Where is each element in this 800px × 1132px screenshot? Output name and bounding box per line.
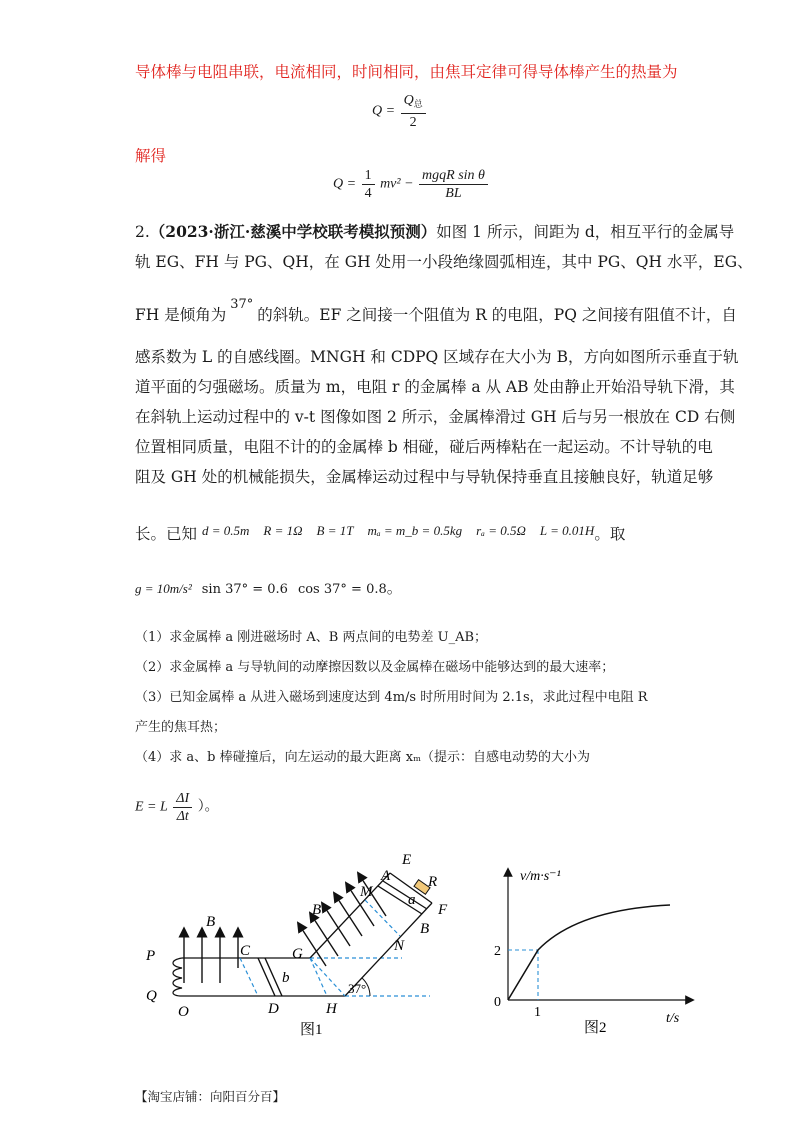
question-3a: （3）已知金属棒 a 从进入磁场到速度达到 4m/s 时所用时间为 2.1s，求此过程中电阻 R [135,690,648,705]
origin-label: 0 [494,995,501,1010]
label-B-left: B [206,914,216,930]
hint-num: ΔI [173,790,192,808]
eq1-lhs: Q = [372,103,396,119]
y-axis-label: v/m·s⁻¹ [520,869,561,884]
problem-line-8: 阻及 GH 处的机械能损失，金属棒运动过程中与导轨保持垂直且接触良好，轨道足够 [135,468,714,486]
label-C: C [240,943,251,959]
line10-end: 。 [386,579,403,597]
line9-end: 。取 [594,525,626,543]
figure1-caption: 图1 [300,1022,323,1038]
problem-line-1 [135,222,735,242]
problem-line1-rest: 如图 1 所示，间距为 d，相互平行的金属导 [436,223,735,241]
line9-start: 长。已知 [135,525,198,543]
figure-1 [140,848,450,1038]
angle-value: 37° [230,297,254,312]
label-R: R [428,874,438,890]
question-4: （4）求 a、b 棒碰撞后，向左运动的最大距离 xₘ（提示：自感电动势的大小为 [135,750,591,765]
label-O: O [178,1004,189,1020]
label-A: A [381,868,391,884]
label-P: P [146,948,156,964]
problem-line-5: 道平面的匀强磁场。质量为 m，电阻 r 的金属棒 a 从 AB 处由静止开始沿导轨下滑，其 [135,378,735,396]
eq2-mid: mv² − [380,176,414,192]
solution-line-1: 导体棒与电阻串联，电流相同，时间相同，由焦耳定律可得导体棒产生的热量为 [135,63,678,81]
label-N: N [394,938,405,954]
given-r: rₐ = 0.5Ω [476,523,526,538]
eq2-lhs: Q = [333,176,357,192]
eq1-num: Q [403,93,414,108]
label-Q: Q [146,988,157,1004]
coil-inductor [173,958,182,996]
given-d: d = 0.5m [201,523,250,538]
given-m: mₐ = m_b = 0.5kg [367,523,463,538]
solve-label: 解得 [135,147,167,165]
label-b: b [282,970,290,986]
question-2: （2）求金属棒 a 与导轨间的动摩擦因数以及金属棒在磁场中能够达到的最大速率； [135,660,615,675]
hint-lhs: E = L [135,799,168,815]
eq2-num: mgqR sin θ [419,167,488,185]
problem-line-6: 在斜轨上运动过程中的 v-t 图像如图 2 所示，金属棒滑过 GH 后与另一根放在 CD 右侧 [135,408,736,426]
given-L: L = 0.01H [539,523,595,538]
label-B-right: B [420,921,430,937]
line3a: FH 是倾角为 [135,306,227,324]
given-g: g = 10m/s² [135,581,192,596]
problem-line-7: 位置相同质量，电阻不计的的金属棒 b 相碰，碰后两棒粘在一起运动。不计导轨的电 [135,438,713,456]
label-H: H [326,1001,337,1017]
question-1: （1）求金属棒 a 刚进磁场时 A、B 两点间的电势差 U_AB； [135,630,488,645]
rod-b [258,958,275,996]
label-angle: 37° [348,981,367,996]
given-cos: cos 37° = 0.8 [297,582,387,597]
equation-1 [372,92,428,131]
problem-line-9 [135,524,680,545]
label-G: G [292,946,303,962]
problem-line-2: 轨 EG、FH 与 PG、QH，在 GH 处用一小段绝缘圆弧相连，其中 PG、QH 水平，EG、 [135,253,753,271]
equation-2 [333,167,490,202]
problem-source: （2023·浙江·慈溪中学校联考模拟预测） [149,222,437,241]
label-a: a [408,892,416,908]
eq2-frac-den: 4 [364,186,372,201]
x-axis-label: t/s [666,1011,680,1026]
label-B-mid: B [312,902,322,918]
hint-den: Δt [176,809,189,824]
label-M: M [360,884,373,900]
problem-number: 2. [135,223,150,241]
eq2-den: BL [445,186,462,201]
eq1-den: 2 [409,115,417,130]
problem-line-10 [135,578,680,600]
given-sin: sin 37° = 0.6 [201,582,288,597]
label-E: E [402,852,412,868]
problem-line-4: 感系数为 L 的自感线圈。MNGH 和 CDPQ 区域存在大小为 B，方向如图所示垂直于轨 [135,348,739,366]
vt-curve [508,905,670,1000]
hint-end: ）。 [197,798,219,815]
footer-shop-name: 【淘宝店铺：向阳百分百】 [135,1089,286,1104]
field-arrows-incline [300,876,386,966]
line3b: 的斜轨。EF 之间接一个阻值为 R 的电阻，PQ 之间接有阻值不计，自 [257,306,737,324]
figure2-caption: 图2 [584,1020,607,1036]
given-B: B = 1T [316,523,354,538]
question-3b: 产生的焦耳热； [135,720,227,735]
y-tick-2: 2 [494,944,501,959]
figure-2 [490,860,700,1040]
label-F: F [438,902,448,918]
eq2-frac-num: 1 [362,167,375,185]
problem-line-3 [135,297,737,327]
given-R: R = 1Ω [263,523,303,538]
x-tick-1: 1 [534,1005,541,1020]
label-D: D [268,1001,279,1017]
hint-formula [135,790,219,825]
eq1-num-sub: 总 [413,99,423,109]
